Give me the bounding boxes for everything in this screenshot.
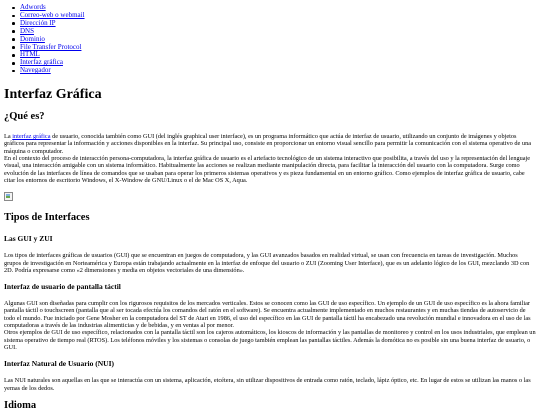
subheading-nui: Interfaz Natural de Usuario (NUI) bbox=[4, 359, 114, 369]
nav-link-adwords[interactable]: Adwords bbox=[20, 3, 46, 11]
paragraph-gui-zui: Los tipos de interfaces gráficas de usuarios (GUI) que se encuentran en juegos de computadora, y las GUI avanzados basados en realidad virtual, se usan con frecuencia en tareas de investigación. Muchos grupos de investigación en Norteamérica y Europa están trabajando actualmente en la interfaz de enfoque del usuario o ZUI (Zooming User Interface), que es un adelanto lógico de los GUI, mezclando 3D con 2D. Podría expresarse como «2 dimensiones y media en objetos vectoriales de una dimensión». bbox=[4, 252, 530, 274]
nav-item-html bbox=[0, 51, 540, 59]
nav-link-webmail[interactable]: Correo-web o webmail bbox=[20, 10, 85, 19]
broken-image-icon bbox=[4, 192, 12, 200]
paragraph-intro bbox=[4, 133, 536, 155]
paragraph-nui: Las NUI naturales son aquellas en las que se interactúa con un sistema, aplicación, etcétera, sin utilizar dispositivos de entrada como ratón, teclado, lápiz óptico, etc. En lugar de estos se utilizan las manos o las yemas de los dedos. bbox=[4, 377, 531, 392]
nav-item-webmail bbox=[0, 12, 540, 20]
nav-link-html[interactable]: HTML bbox=[20, 50, 40, 59]
nav-link-ftp[interactable]: File Transfer Protocol bbox=[20, 42, 82, 51]
subheading-pantalla-tactil: Interfaz de usuario de pantalla táctil bbox=[4, 282, 121, 292]
intro-text-before: La bbox=[4, 133, 13, 141]
nav-link-dns[interactable]: DNS bbox=[20, 26, 35, 35]
nav-item-ftp bbox=[0, 44, 540, 52]
article bbox=[0, 87, 540, 412]
section-heading-idioma: Idioma bbox=[4, 399, 37, 411]
paragraph-pantalla-tactil-1: Algunas GUI son diseñadas para cumplir con los rigurosos requisitos de los mercados verticales. Estos se conocen como las GUI de uso específico. Un ejemplo de un GUI de uso específico es la ahora familiar pantalla táctil o touchscreen (pantalla que al ser tocada efectúa los comandos del ratón en el software). Se encuentra actualmente implementado en muchos restaurantes y en muchas tiendas de autoservicio de todo el mundo. Fue iniciado por Gene Mosher en la computadora del ST de Atari en 1986, el uso del específico en las GUI de pantalla táctil ha encabezado una revolución mundial e innovadora en el uso de las computadoras a través de las industrias alimenticias y de bebidas, y en ventas al por menor. bbox=[4, 300, 531, 330]
intro-text-after: de usuario, conocida también como GUI (del inglés graphical user interface), es un programa informático que actúa de interfaz de usuario, utilizando un conjunto de imágenes y objetos gráficos para representar la información y acciones disponibles en la interfaz. Su principal uso, consiste en proporcionar un entorno visual sencillo para permitir la comunicación con el sistema operativo de una máquina o computador. bbox=[4, 133, 532, 155]
section-heading-que-es: ¿Qué es? bbox=[4, 111, 45, 123]
page-title: Interfaz Gráfica bbox=[4, 87, 102, 103]
paragraph-context: En el contexto del proceso de interacción persona-computadora, la interfaz gráfica de usuario es el artefacto tecnológico de un sistema interactivo que posibilita, a través del uso y la representación del lenguaje visual, una interacción amigable con un sistema informático. Habitualmente las acciones se realizan mediante manipulación directa, para facilitar la interacción del usuario con la computadora. Surge como evolución de las interfaces de línea de comandos que se usaban para operar los primeros sistemas operativos y es pieza fundamental en un entorno gráfico. Como ejemplos de interfaz gráfica de usuario, cabe citar los entornos de escritorio Windows, el X-Window de GNU/Linux o el de Mac OS X, Aqua. bbox=[4, 155, 531, 184]
nav-link-ip[interactable]: Dirección IP bbox=[20, 18, 56, 27]
nav-link-interfaz-grafica[interactable]: Interfaz gráfica bbox=[20, 58, 63, 67]
nav-item-dns bbox=[0, 28, 540, 36]
inline-link-interfaz-grafica[interactable]: interfaz gráfica bbox=[12, 133, 51, 141]
section-heading-tipos: Tipos de Interfaces bbox=[4, 212, 90, 224]
nav-item-navegador bbox=[0, 67, 540, 75]
subheading-gui-zui: Las GUI y ZUI bbox=[4, 234, 53, 244]
nav-link-dominio[interactable]: Dominio bbox=[20, 34, 45, 43]
nav-link-navegador[interactable]: Navegador bbox=[20, 66, 51, 75]
paragraph-pantalla-tactil-2: Otros ejemplos de GUI de uso específico, relacionados con la pantalla táctil son los cajeros automáticos, los kioscos de información y las pantallas de monitoreo y control en los usos industriales, que emplean un sistema operativo de tiempo real (RTOS). Los teléfonos móviles y los sistemas o consolas de juego también emplean las pantallas táctiles. Además la domótica no es posible sin una buena interfaz de usuario, o GUI. bbox=[4, 329, 536, 351]
nav-item-ip bbox=[0, 20, 540, 28]
nav-item-interfaz-grafica bbox=[0, 59, 540, 67]
top-nav-list bbox=[0, 0, 540, 75]
